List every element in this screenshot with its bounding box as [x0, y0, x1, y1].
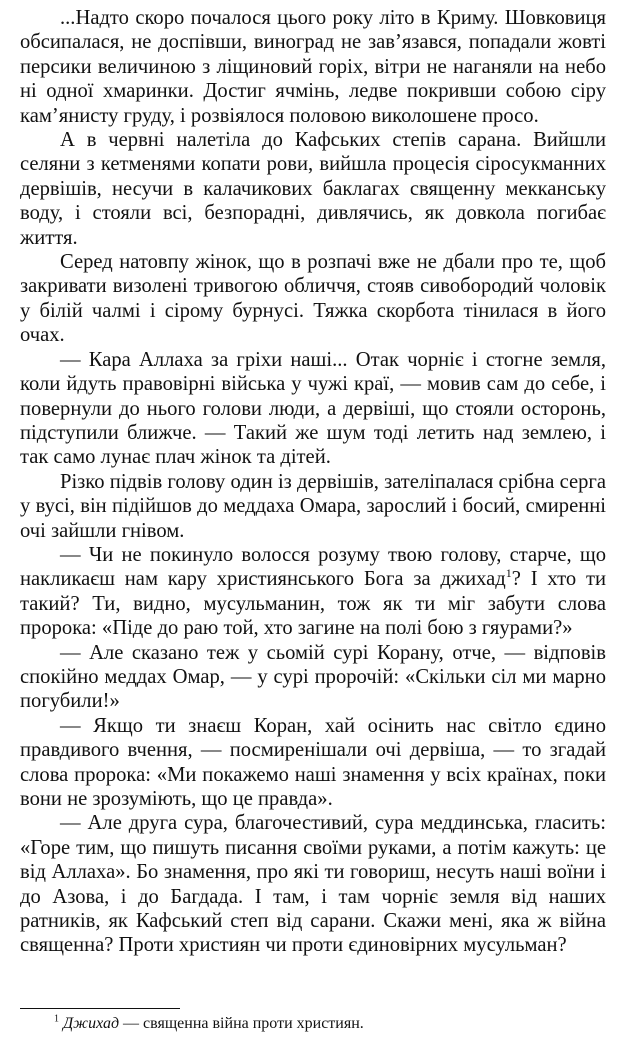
page-body [20, 6, 606, 958]
footnote-reference: 1 [505, 566, 512, 581]
paragraph-6 [20, 543, 606, 641]
paragraph-4: — Кара Аллаха за гріхи наші... Отак чорніє і стогне земля, коли йдуть правовірні війська у чужі краї, — мовив сам до себе, і повернули до нього голови люди, а дервіші, що стояли осторонь, підступили ближче. — Такий же шум тоді летить над землею, і так само лунає плач жінок та дітей. [20, 348, 606, 469]
paragraph-3: Серед натовпу жінок, що в розпачі вже не дбали про те, щоб закривати визолені тривогою обличчя, стояв сивобородий чоловік у білій чалмі і сірому бурнусі. Тяжка скорбота тінилася в його очах. [20, 251, 606, 347]
paragraph-7: — Але сказано теж у сьомій сурі Корану, отче, — відповів спокійно меддах Омар, — у сурі пророчій: «Скільки сіл ми марно погубили!» [20, 641, 606, 713]
paragraph-6-before: — Чи не покинуло волосся розуму твою голову, старче, що накликаєш нам кару християнського Бога за джихад [20, 543, 606, 591]
paragraph-9: — Але друга сура, благочестивий, сура меддинська, гласить: «Горе тим, що пишуть писання своїми руками, а потім кажуть: це від Аллаха». Бо знамення, про які ти говориш, несуть наші воїни і до Азова, і до Багдада. І там, і там чорніє земля від наших ратників, як Кафський степ від сарани. Скажи мені, яка ж війна священна? Проти християн чи проти єдиновірних мусульман? [20, 812, 606, 957]
footnote-term: Джихад [63, 1015, 120, 1032]
footnote [20, 1014, 606, 1034]
paragraph-8: — Якщо ти знаєш Коран, хай осінить нас світло єдино правдивого вчення, — посмиренішали очі дервіша, — то згадай слова пророка: «Ми покажемо наші знамення у всіх країнах, поки вони не зрозуміють, що це правда». [20, 714, 606, 810]
paragraph-5: Різко підвів голову один із дервішів, зателіпалася срібна серга у вусі, він підійшов до меддаха Омара, зарослий і босий, смиренні очі зайшли гнівом. [20, 470, 606, 542]
paragraph-1: ...Надто скоро почалося цього року літо в Криму. Шовковиця обсипалася, не доспівши, виноград не зав’язався, попадали жовті персики величиною з ліщиновий горіх, вітри не наганяли на небо ні одної хмаринки. Достиг ячмінь, ледве покривши собою сіру кам’янисту груду, і розвіялося половою виколошене просо. [20, 7, 606, 127]
paragraph-6-after: ? І хто ти такий? Ти, видно, мусульманин, тож як ти міг забути слова пророка: «Піде до раю той, хто загине на полі бою з гяурами?» [20, 568, 606, 640]
paragraph-2: А в червні налетіла до Кафських степів сарана. Вийшли селяни з кетменями копати рови, вийшла процесія сіросукманних дервішів, несучи в калачикових баклагах священну мекканську воду, і стояли всі, безпорадні, дивлячись, як довкола погибає життя. [20, 129, 606, 249]
footnote-divider [20, 1008, 180, 1009]
footnote-mark: 1 [54, 1013, 59, 1025]
footnote-text: — священна війна проти християн. [119, 1015, 364, 1032]
